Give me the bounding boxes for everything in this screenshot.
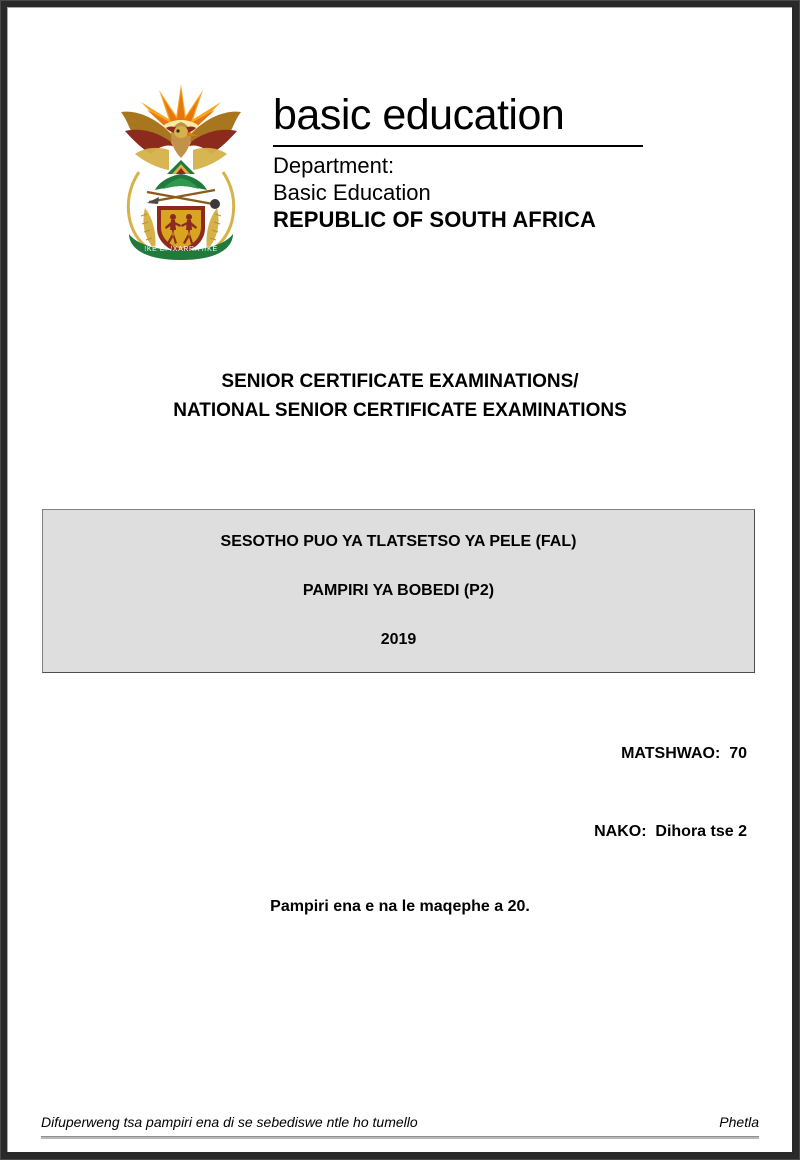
footer-divider-rule <box>41 1136 759 1139</box>
marks-and-time-block <box>594 714 747 872</box>
department-label: Department: <box>273 153 395 178</box>
exam-heading-line-1: SENIOR CERTIFICATE EXAMINATIONS/ <box>221 371 579 392</box>
south-african-coat-of-arms-icon <box>111 76 251 261</box>
country-name: REPUBLIC OF SOUTH AFRICA <box>273 206 597 232</box>
subject-title: SESOTHO PUO YA TLATSETSO YA PELE (FAL) <box>220 533 577 550</box>
letterhead <box>111 76 643 261</box>
page-footer <box>41 1114 759 1139</box>
basic-education-logo-text: basic education <box>273 91 565 139</box>
page-count-note: Pampiri ena e na le maqephe a 20. <box>270 898 530 915</box>
footer-copyright-notice: Difuperweng tsa pampiri ena di se sebediswe ntle ho tumello <box>41 1114 418 1130</box>
subject-info-box <box>42 509 755 673</box>
exam-heading <box>8 367 792 426</box>
paper-number: PAMPIRI YA BOBEDI (P2) <box>302 582 495 599</box>
department-text-block <box>273 76 643 233</box>
document-page <box>7 7 792 1152</box>
footer-turn-over: Phetla <box>719 1114 759 1130</box>
time-allowed: NAKO: Dihora tse 2 <box>594 823 747 840</box>
marks-total: MATSHWAO: 70 <box>621 745 747 762</box>
exam-heading-line-2: NATIONAL SENIOR CERTIFICATE EXAMINATIONS <box>173 400 627 422</box>
exam-year: 2019 <box>380 631 417 648</box>
logo-underline-rule <box>273 145 643 147</box>
coat-of-arms-motto: !KE E: /XARRA //KE <box>144 246 218 253</box>
department-name: Basic Education <box>273 179 431 205</box>
